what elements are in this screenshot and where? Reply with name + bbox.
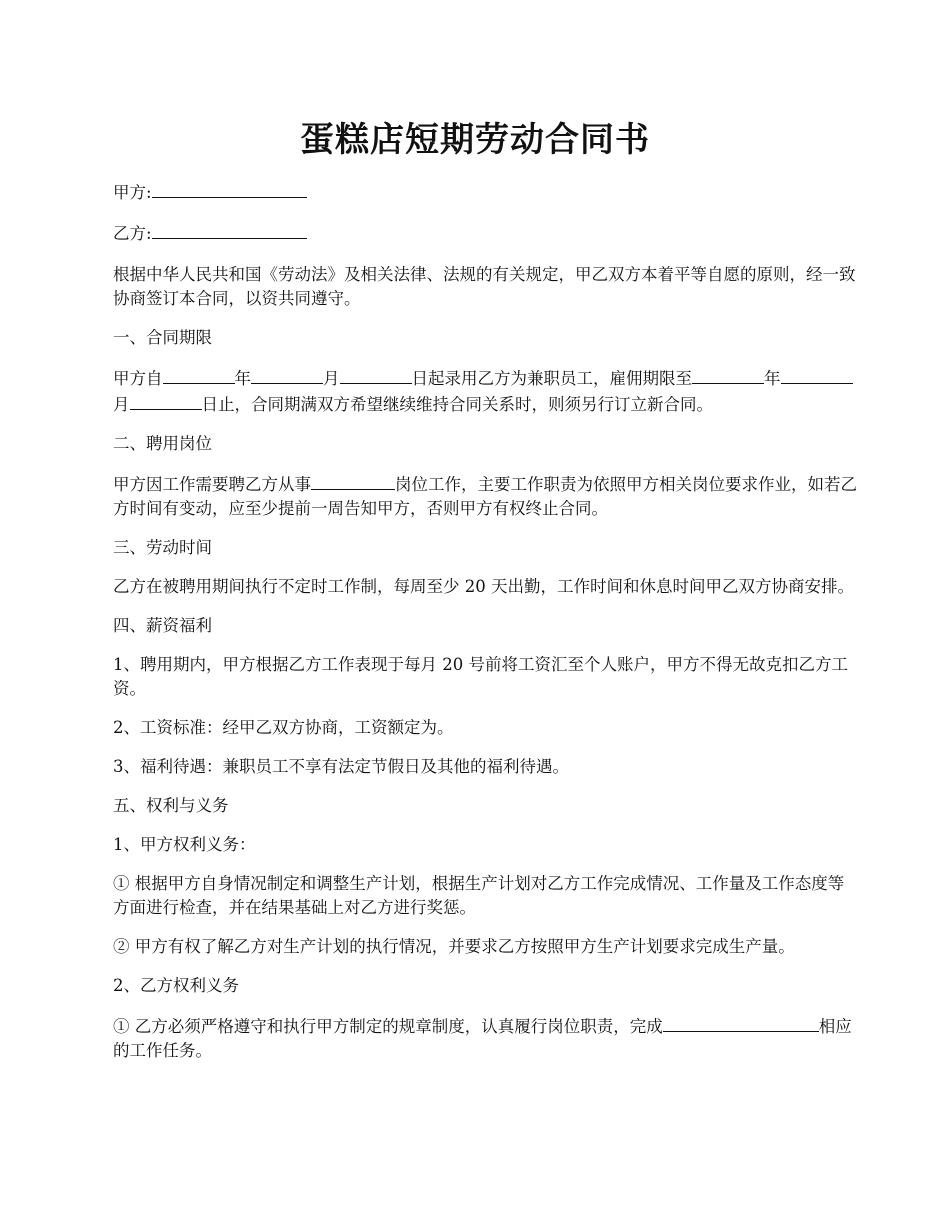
b1-text-2: 相应的工作任务。 [113, 1017, 852, 1060]
section-4-item-1: 1、聘用期内，甲方根据乙方工作表现于每月 20 号前将工资汇至个人账户，甲方不得无故克扣乙方工资。 [113, 655, 848, 698]
task-blank-1 [663, 1013, 765, 1032]
section-5-heading: 五、权利与义务 [113, 796, 229, 815]
party-a-rights-heading: 1、甲方权利义务： [113, 835, 256, 854]
party-b-label: 乙方: [113, 224, 152, 243]
s1-text-6: 月 [113, 395, 130, 414]
party-a-rights-1: ① 根据甲方自身情况制定和调整生产计划，根据生产计划对乙方工作完成情况、工作量及工作态度等方面进行检查，并在结果基础上对乙方进行奖惩。 [113, 874, 845, 917]
s1-text-5: 年 [764, 369, 781, 388]
s1-text-1: 甲方自 [113, 369, 163, 388]
document-body [113, 179, 858, 1078]
end-year-blank [692, 365, 764, 384]
section-1-paragraph [113, 365, 858, 417]
party-a-blank [152, 179, 307, 198]
party-b-blank [152, 220, 307, 239]
section-2-heading: 二、聘用岗位 [113, 434, 212, 453]
task-blank-2 [765, 1013, 819, 1032]
section-1-heading: 一、合同期限 [113, 328, 212, 347]
end-day-blank [130, 391, 202, 410]
section-4-heading: 四、薪资福利 [113, 616, 212, 635]
document-title: 蛋糕店短期劳动合同书 [300, 120, 650, 160]
party-b-rights-1 [113, 1013, 858, 1063]
s2-text-2: 岗位工作，主要工作职责为依照甲方相关岗位要求作业，如若乙方时间有变动，应至少提前一周告知甲方，否则甲方有权终止合同。 [113, 475, 857, 518]
section-3-paragraph: 乙方在被聘用期间执行不定时工作制，每周至少 20 天出勤，工作时间和休息时间甲乙双方协商安排。 [113, 577, 854, 596]
section-4-item-3: 3、福利待遇：兼职员工不享有法定节假日及其他的福利待遇。 [113, 757, 569, 776]
section-3-heading: 三、劳动时间 [113, 538, 212, 557]
start-month-blank [251, 365, 323, 384]
section-4-item-2: 2、工资标准：经甲乙双方协商，工资额定为。 [113, 718, 454, 737]
s1-text-2: 年 [234, 369, 251, 388]
intro-paragraph: 根据中华人民共和国《劳动法》及相关法律、法规的有关规定，甲乙双方本着平等自愿的原则，经一致协商签订本合同，以资共同遵守。 [113, 265, 856, 308]
s1-text-7: 日止，合同期满双方希望继续维持合同关系时，则须另行订立新合同。 [201, 395, 713, 414]
end-month-blank [781, 365, 853, 384]
section-2-paragraph [113, 471, 858, 521]
start-year-blank [163, 365, 235, 384]
post-blank [311, 471, 395, 490]
start-day-blank [340, 365, 412, 384]
party-a-label: 甲方: [113, 183, 152, 202]
s2-text-1: 甲方因工作需要聘乙方从事 [113, 475, 311, 494]
party-a-line [113, 179, 858, 205]
party-a-rights-2: ② 甲方有权了解乙方对生产计划的执行情况，并要求乙方按照甲方生产计划要求完成生产量。 [113, 937, 795, 956]
party-b-line [113, 220, 858, 246]
s1-text-4: 日起录用乙方为兼职员工，雇佣期限至 [411, 369, 692, 388]
party-b-rights-heading: 2、乙方权利义务 [113, 976, 239, 995]
b1-text-1: ① 乙方必须严格遵守和执行甲方制定的规章制度，认真履行岗位职责，完成 [113, 1017, 663, 1036]
s1-text-3: 月 [323, 369, 340, 388]
